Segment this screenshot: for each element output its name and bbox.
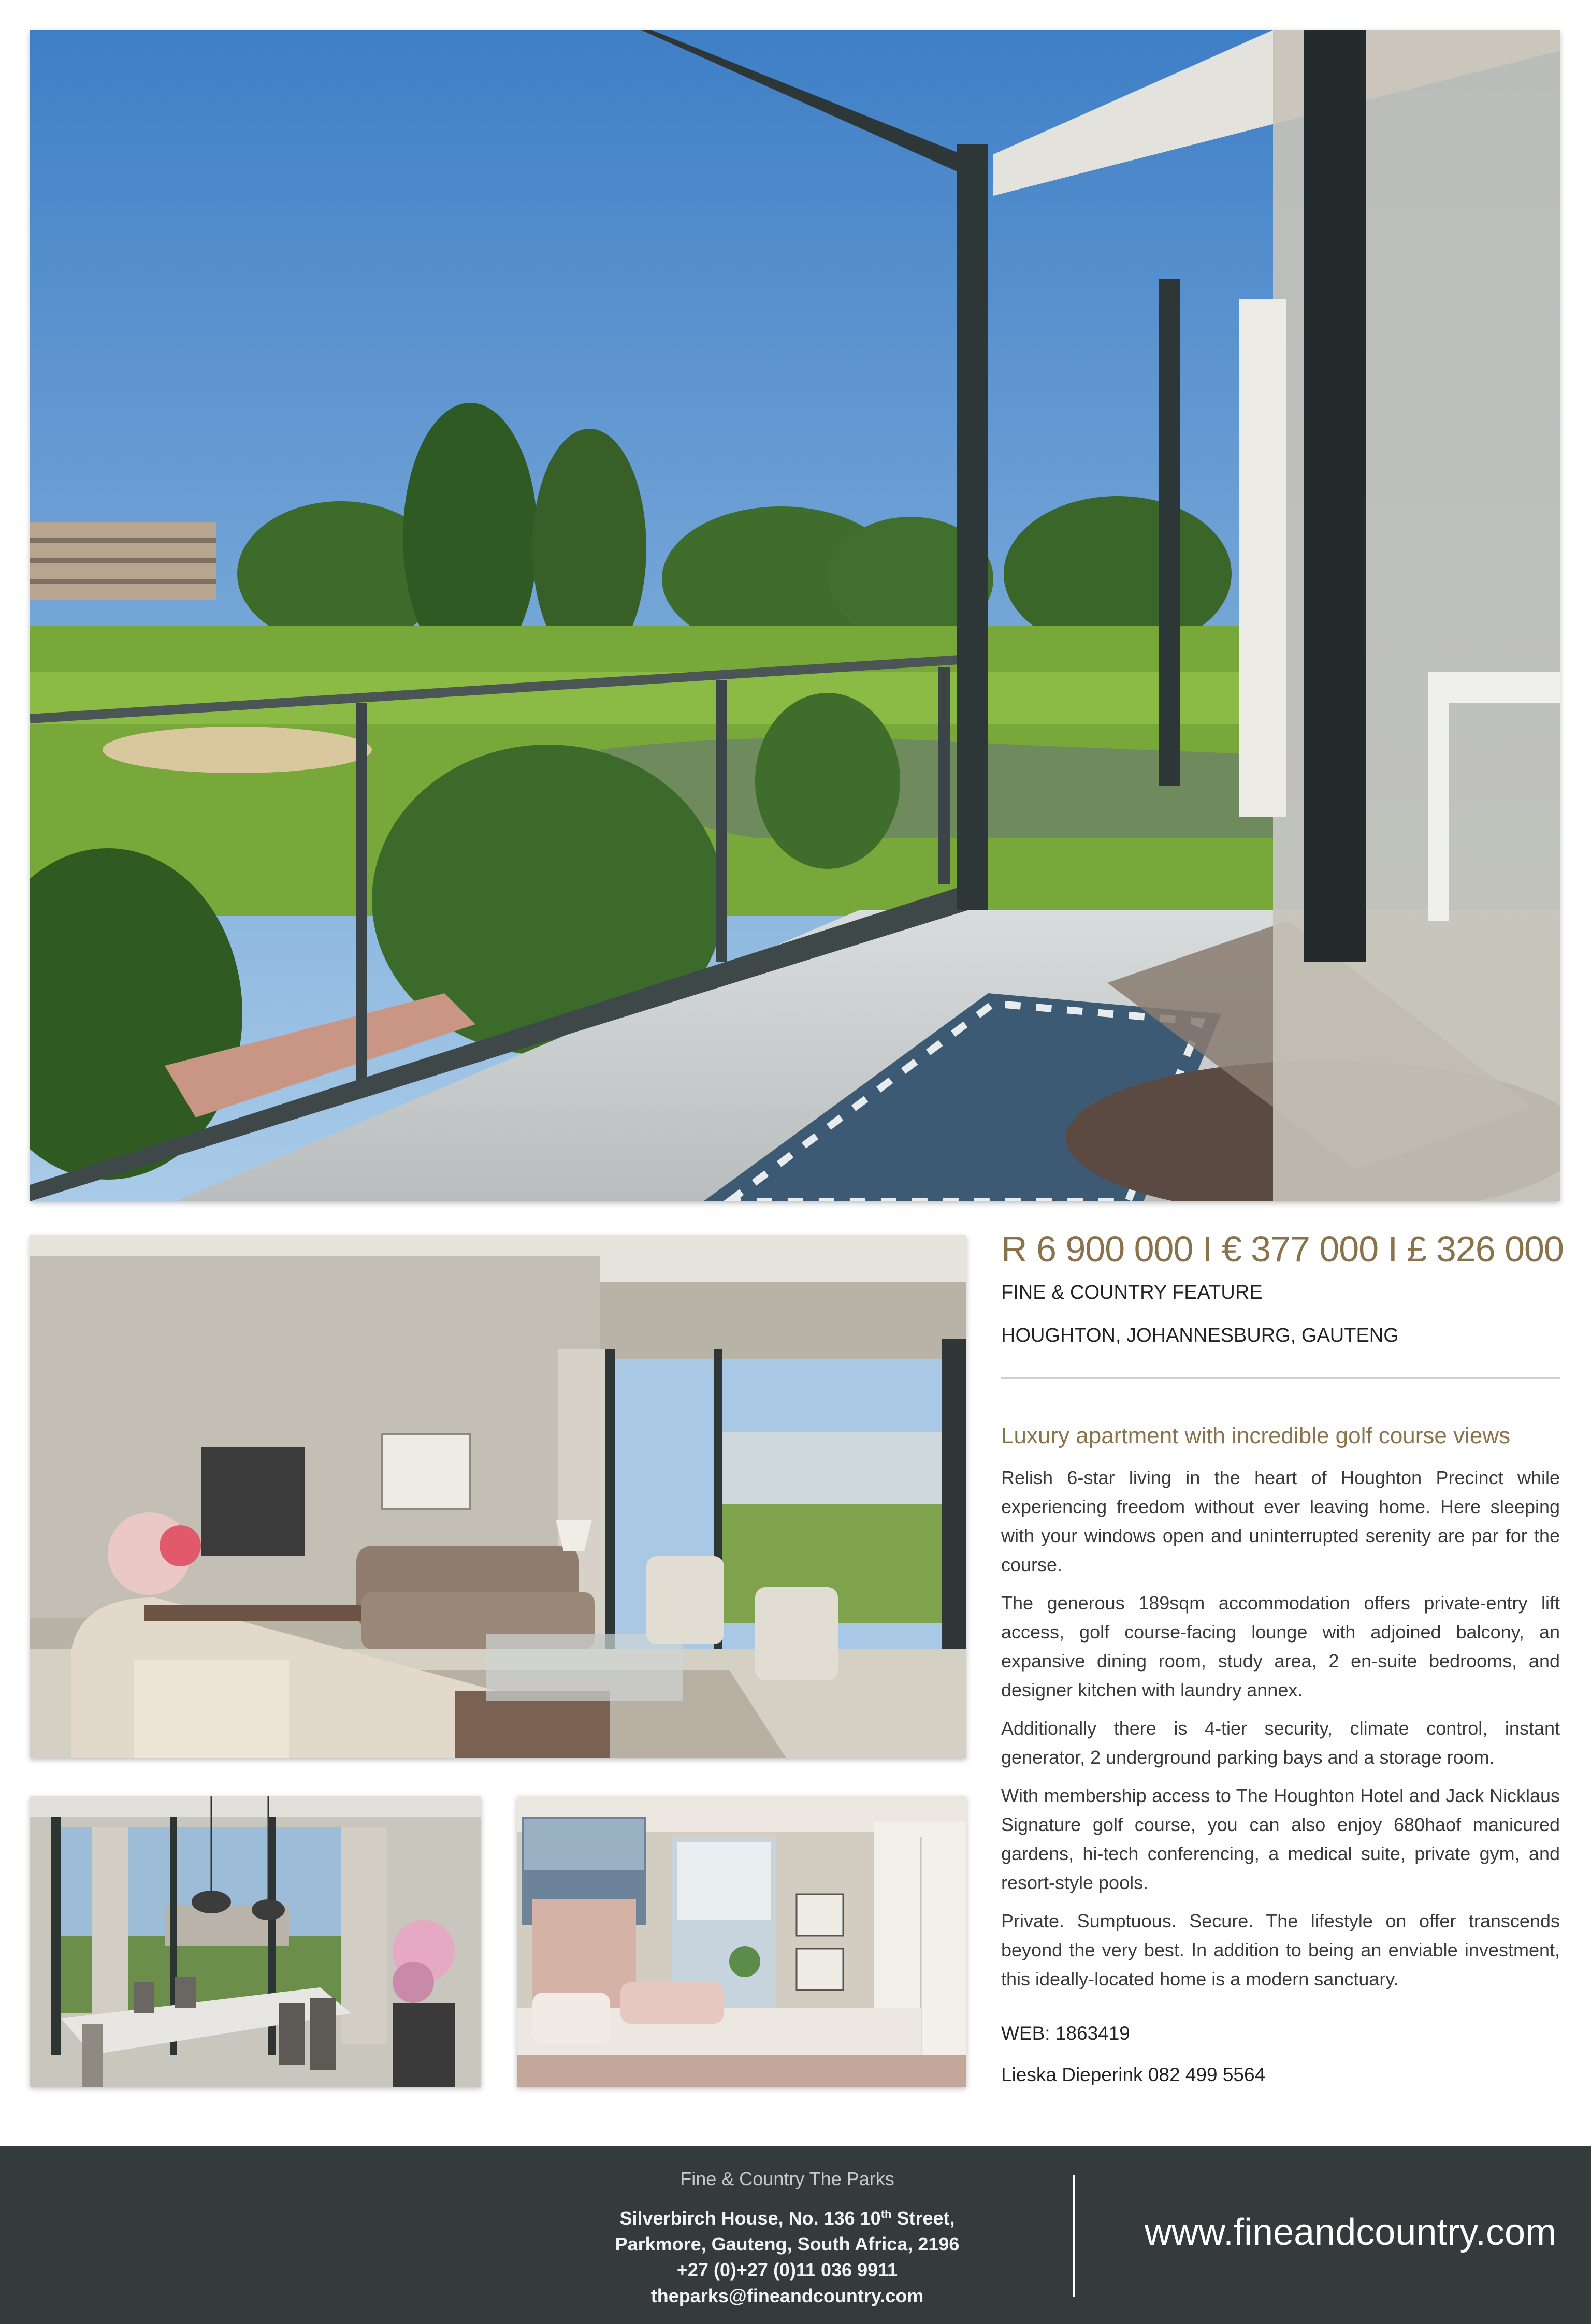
price: R 6 900 000 I € 377 000 I £ 326 000 [1001,1229,1564,1269]
office-name: Fine & Country The Parks [680,2168,894,2189]
paragraph: Additionally there is 4-tier security, climate control, instant generator, 2 underground parking bays and a storage room. [1001,1718,1560,1768]
headline: Luxury apartment with incredible golf course views [1001,1423,1511,1448]
footer-divider [1073,2175,1075,2297]
location: HOUGHTON, JOHANNESBURG, GAUTENG [1001,1325,1399,1346]
address-line-1: Silverbirch House, No. 136 10th Street, [619,2207,955,2229]
office-email[interactable]: theparks@fineandcountry.com [650,2285,924,2306]
agent-contact: Lieska Dieperink 082 499 5564 [1001,2064,1266,2085]
bedroom-photo [517,1796,966,2087]
dining-room-photo [30,1796,481,2087]
office-address [611,2168,963,2309]
description [1001,1463,1560,2003]
divider [1001,1377,1560,1379]
paragraph: The generous 189sqm accommodation offers private-entry lift access, golf course-facing lounge with adjoined balcony, an expansive dining room, study area, 2 en-suite bedrooms, and designer kitchen with laundry annex. [1001,1592,1560,1701]
office-phone[interactable]: +27 (0)+27 (0)11 036 9911 [676,2259,898,2281]
paragraph: Private. Sumptuous. Secure. The lifestyle on offer transcends beyond the very best. In addition to being an enviable investment, this ideally-located home is a modern sanctuary. [1001,1910,1560,1989]
address-line-2: Parkmore, Gauteng, South Africa, 2196 [615,2233,960,2255]
feature-label: FINE & COUNTRY FEATURE [1001,1282,1263,1303]
lounge-photo [30,1235,966,1758]
web-reference: WEB: 1863419 [1001,2023,1130,2044]
footer [0,2146,1591,2324]
paragraph: Relish 6-star living in the heart of Houghton Precinct while experiencing freedom without ever leaving home. Here sleeping with your windows open and uninterrupted serenity are par for the course. [1001,1467,1560,1575]
hero-photo-balcony-golf-view [30,30,1560,1201]
website-link[interactable]: www.fineandcountry.com [1145,2212,1557,2253]
listing-info [1001,1226,1564,2085]
paragraph: With membership access to The Houghton Hotel and Jack Nicklaus Signature golf course, you can also enjoy 680haof manicured gardens, hi-tech conferencing, a medical suite, private gym, and resort-style pools. [1001,1785,1560,1893]
